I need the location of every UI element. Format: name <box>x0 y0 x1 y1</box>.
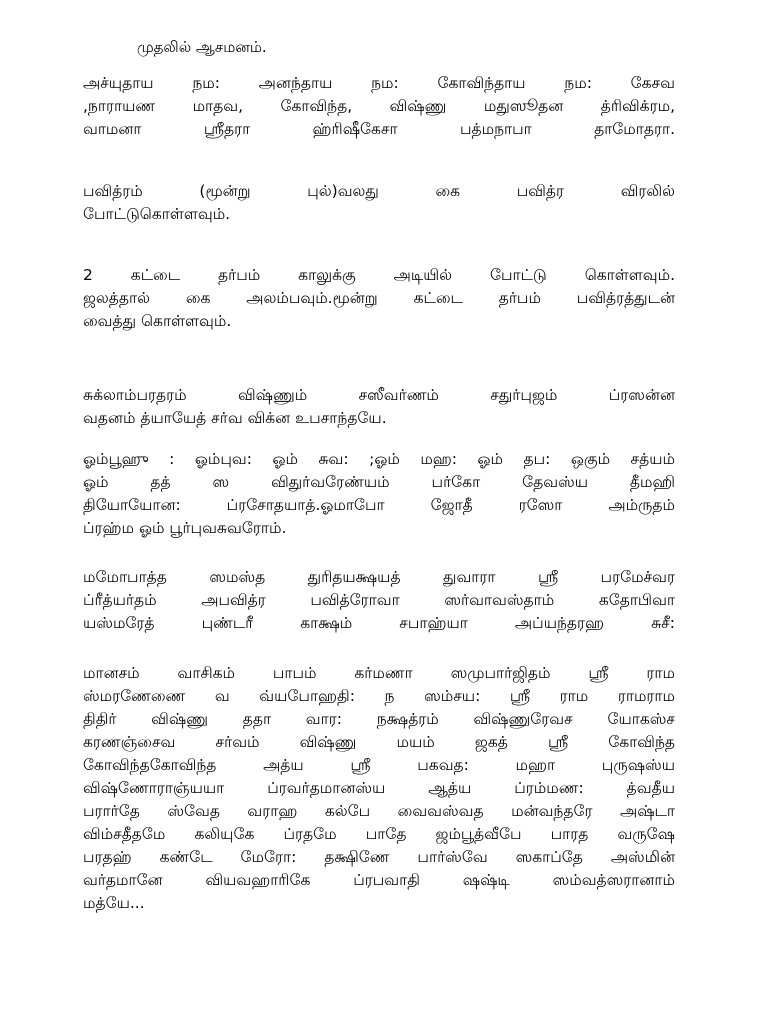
text-line: ப்ரஹ்ம ஓம் பூர்புவசுவரோம். <box>83 519 287 537</box>
text-line: ,நாராயண மாதவ, கோவிந்த, விஷ்ணு மதுஸூதன த்ரிவிக்ரம, <box>83 97 675 115</box>
paragraph-sankalpam <box>83 662 675 915</box>
paragraph-mamopatha <box>83 566 675 635</box>
text-line: மானசம் வாசிகம் பாபம் கர்மணா ஸமுபார்ஜிதம் ஸ்ரீ ராம <box>83 664 675 682</box>
text-line: 2 கட்டை தர்பம் காலுக்கு அடியில் போட்டு கொள்ளவும். <box>83 266 675 284</box>
text-line: பரார்தே ஸ்வேத வராஹ கல்பே வைவஸ்வத மன்வந்தரே அஷ்டா <box>83 802 675 820</box>
paragraph-achamanam-names <box>83 72 675 141</box>
text-line: ஜலத்தால் கை அலம்பவும்.மூன்று கட்டை தர்பம் பவித்ரத்துடன் <box>83 289 675 307</box>
paragraph-suklambaradharam <box>83 384 675 430</box>
text-line: வர்தமானே வியவஹாரிகே ப்ரபவாதி ஷஷ்டி ஸம்வத்ஸரானாம் <box>83 871 675 889</box>
section-heading: முதலில் ஆசமனம். <box>137 38 267 56</box>
text-line: சுக்லாம்பரதரம் விஷ்ணும் சஸீவர்ணம் சதுர்புஜம் ப்ரஸன்ன <box>83 386 675 404</box>
paragraph-pavithram <box>83 180 675 226</box>
text-line: விஷ்ணோராஞ்யயா ப்ரவர்தமானஸ்ய ஆத்ய ப்ரம்மண: த்வதீய <box>83 779 675 797</box>
text-line: விம்சதீதமே கலியுகே ப்ரதமே பாதே ஜம்பூத்வீபே பாரத வருஷே <box>83 825 675 843</box>
text-line: மத்யே... <box>83 894 145 912</box>
text-line: ஸ்மரணேணை வ வ்யபோஹதி: ந ஸம்சய: ஸ்ரீ ராம ராமராம <box>83 687 675 705</box>
text-line: தியோயோன: ப்ரசோதயாத்.ஓமாபோ ஜோதீ ரஸோ அம்ருதம் <box>83 496 675 514</box>
text-line: ஓம்பூஹு : ஓம்புவ: ஓம் சுவ: ;ஓம் மஹ: ஓம் தப: ஒகும் சத்யம் <box>83 450 675 468</box>
text-line: பரதஹ் கண்டே மேரோ: தக்ஷிணே பார்ஸ்வே ஸகாப்தே அஸ்மின் <box>83 848 675 866</box>
text-line: திதிர் விஷ்ணு ததா வார: நக்ஷத்ரம் விஷ்ணுரேவச யோகஸ்ச <box>83 710 675 728</box>
text-line: கோவிந்தகோவிந்த அத்ய ஸ்ரீ பகவத: மஹா புருஷஸ்ய <box>83 756 675 774</box>
text-line: பவித்ரம் (மூன்று புல்)வலது கை பவித்ர விரலில் <box>83 182 675 200</box>
text-line: கரணஞ்சைவ சர்வம் விஷ்ணு மயம் ஜகத் ஸ்ரீ கோவிந்த <box>83 733 675 751</box>
text-line: ப்ரீத்யர்தம் அபவித்ர பவித்ரோவா ஸர்வாவஸ்தாம் கதோபிவா <box>83 591 675 609</box>
text-line: வாமனா ஸ்ரீதரா ஹ்ரிஷீகேசா பத்மநாபா தாமோதரா. <box>83 120 675 138</box>
paragraph-darbham <box>83 264 675 333</box>
text-line: ஓம் தத் ஸ விதுர்வரேண்யம் பர்கோ தேவஸ்ய தீமஹி <box>83 473 675 491</box>
text-line: அச்யுதாய நம: அனந்தாய நம: கோவிந்தாய நம: கேசவ <box>83 74 675 92</box>
text-line: வதனம் த்யாயேத் சர்வ விக்ன உபசாந்தயே. <box>83 409 387 427</box>
paragraph-pranayamam <box>83 448 675 540</box>
text-line: மமோபாத்த ஸமஸ்த துரிதயக்ஷயத் துவாரா ஸ்ரீ பரமேச்வர <box>83 568 675 586</box>
text-line: வைத்து கொள்ளவும். <box>83 312 232 330</box>
text-line: யஸ்மரேத் புண்டரீ காக்ஷம் சபாஹ்யா அப்யந்தரஹ சுசீ: <box>83 614 675 632</box>
text-line: போட்டுகொள்ளவும். <box>83 205 231 223</box>
